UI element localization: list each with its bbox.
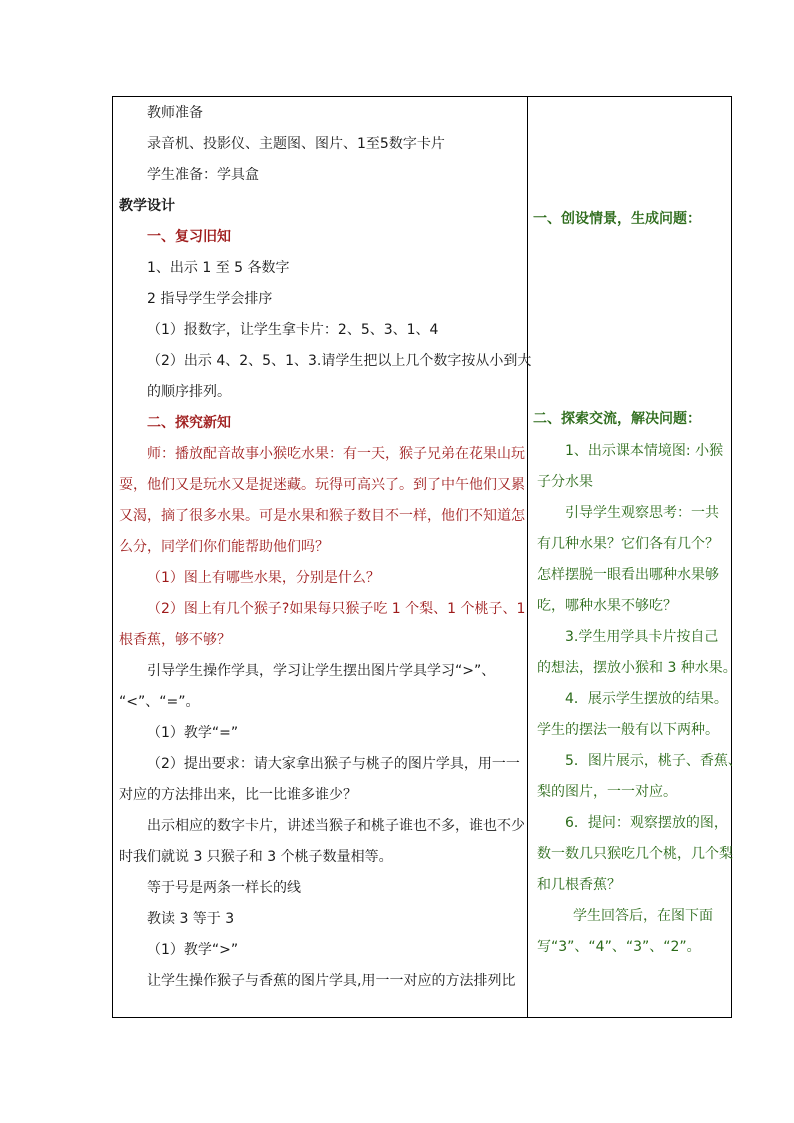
note-line: 3.学生用学具卡片按自己	[565, 629, 719, 645]
text-line: （1）教学“>”	[147, 942, 239, 958]
note-line: 6．提问：观察摆放的图，	[565, 815, 728, 831]
text-line: 时我们就说 3 只猴子和 3 个桃子数量相等。	[119, 849, 393, 865]
section-explore: 二、探究新知	[147, 415, 231, 431]
story-line: 么分，同学们你们能帮助他们吗？	[119, 539, 329, 555]
note-line: 怎样摆脱一眼看出哪种水果够	[537, 567, 719, 583]
note-line: 1、出示课本情境图: 小猴	[565, 443, 724, 459]
note-line: 学生回答后，在图下面	[573, 908, 713, 924]
text-line: （1）报数字，让学生拿卡片：2、5、3、1、4	[147, 322, 439, 338]
section-create-scenario: 一、创设情景，生成问题：	[533, 211, 701, 227]
note-line: 引导学生观察思考：一共	[565, 505, 719, 521]
section-teaching-design: 教学设计	[119, 198, 175, 214]
note-line: 写“3”、“4”、“3”、“2”。	[537, 939, 701, 955]
student-prep: 学生准备：学具盒	[147, 167, 259, 183]
note-line: 的想法，摆放小猴和 3 种水果。	[537, 660, 737, 676]
text-line: 引导学生操作学具，学习让学生摆出图片学具学习“>”、	[147, 663, 496, 679]
question-line: 根香蕉，够不够？	[119, 632, 231, 648]
text-line: （2）提出要求：请大家拿出猴子与桃子的图片学具，用一一	[147, 756, 520, 772]
note-line: 和几根香蕉？	[537, 877, 621, 893]
teacher-prep-heading: 教师准备	[147, 105, 203, 121]
text-line: 1、出示 1 至 5 各数字	[147, 260, 290, 276]
text-line: （2）出示 4、2、5、1、3.请学生把以上几个数字按从小到大	[147, 353, 532, 369]
text-line: 的顺序排列。	[147, 384, 231, 400]
text-line: 对应的方法排出来，比一比谁多谁少？	[119, 787, 357, 803]
section-review: 一、复习旧知	[147, 229, 231, 245]
teacher-prep-items: 录音机、投影仪、主题图、图片、1至5数字卡片	[147, 136, 445, 152]
column-divider	[527, 97, 528, 1017]
question-line: （2）图上有几个猴子?如果每只猴子吃 1 个梨、1 个桃子、1	[147, 601, 526, 617]
text-line: “<”、“=”。	[119, 694, 200, 710]
text-line: 让学生操作猴子与香蕉的图片学具,用一一对应的方法排列比	[147, 973, 516, 989]
note-line: 4．展示学生摆放的结果。	[565, 691, 728, 707]
text-line: 出示相应的数字卡片，讲述当猴子和桃子谁也不多，谁也不少	[147, 818, 525, 834]
note-line: 梨的图片，一一对应。	[537, 784, 677, 800]
text-line: 教读 3 等于 3	[147, 911, 235, 927]
section-explore-exchange: 二、探索交流，解决问题：	[533, 411, 701, 427]
note-line: 子分水果	[537, 474, 593, 490]
story-line: 耍，他们又是玩水又是捉迷藏。玩得可高兴了。到了中午他们又累	[119, 477, 525, 493]
text-line: 2 指导学生学会排序	[147, 291, 273, 307]
note-line: 数一数几只猴吃几个桃，几个梨	[537, 846, 733, 862]
text-line: （1）教学“=”	[147, 725, 239, 741]
note-line: 吃，哪种水果不够吃？	[537, 598, 677, 614]
question-line: （1）图上有哪些水果，分别是什么？	[147, 570, 380, 586]
story-line: 又渴，摘了很多水果。可是水果和猴子数目不一样，他们不知道怎	[119, 508, 525, 524]
text-line: 等于号是两条一样长的线	[147, 880, 301, 896]
note-line: 学生的摆法一般有以下两种。	[537, 722, 719, 738]
note-line: 5．图片展示，桃子、香蕉、	[565, 753, 742, 769]
note-line: 有几种水果？它们各有几个？	[537, 536, 719, 552]
story-line: 师：播放配音故事小猴吃水果：有一天，猴子兄弟在花果山玩	[147, 446, 525, 462]
lesson-plan-table	[112, 96, 742, 1018]
